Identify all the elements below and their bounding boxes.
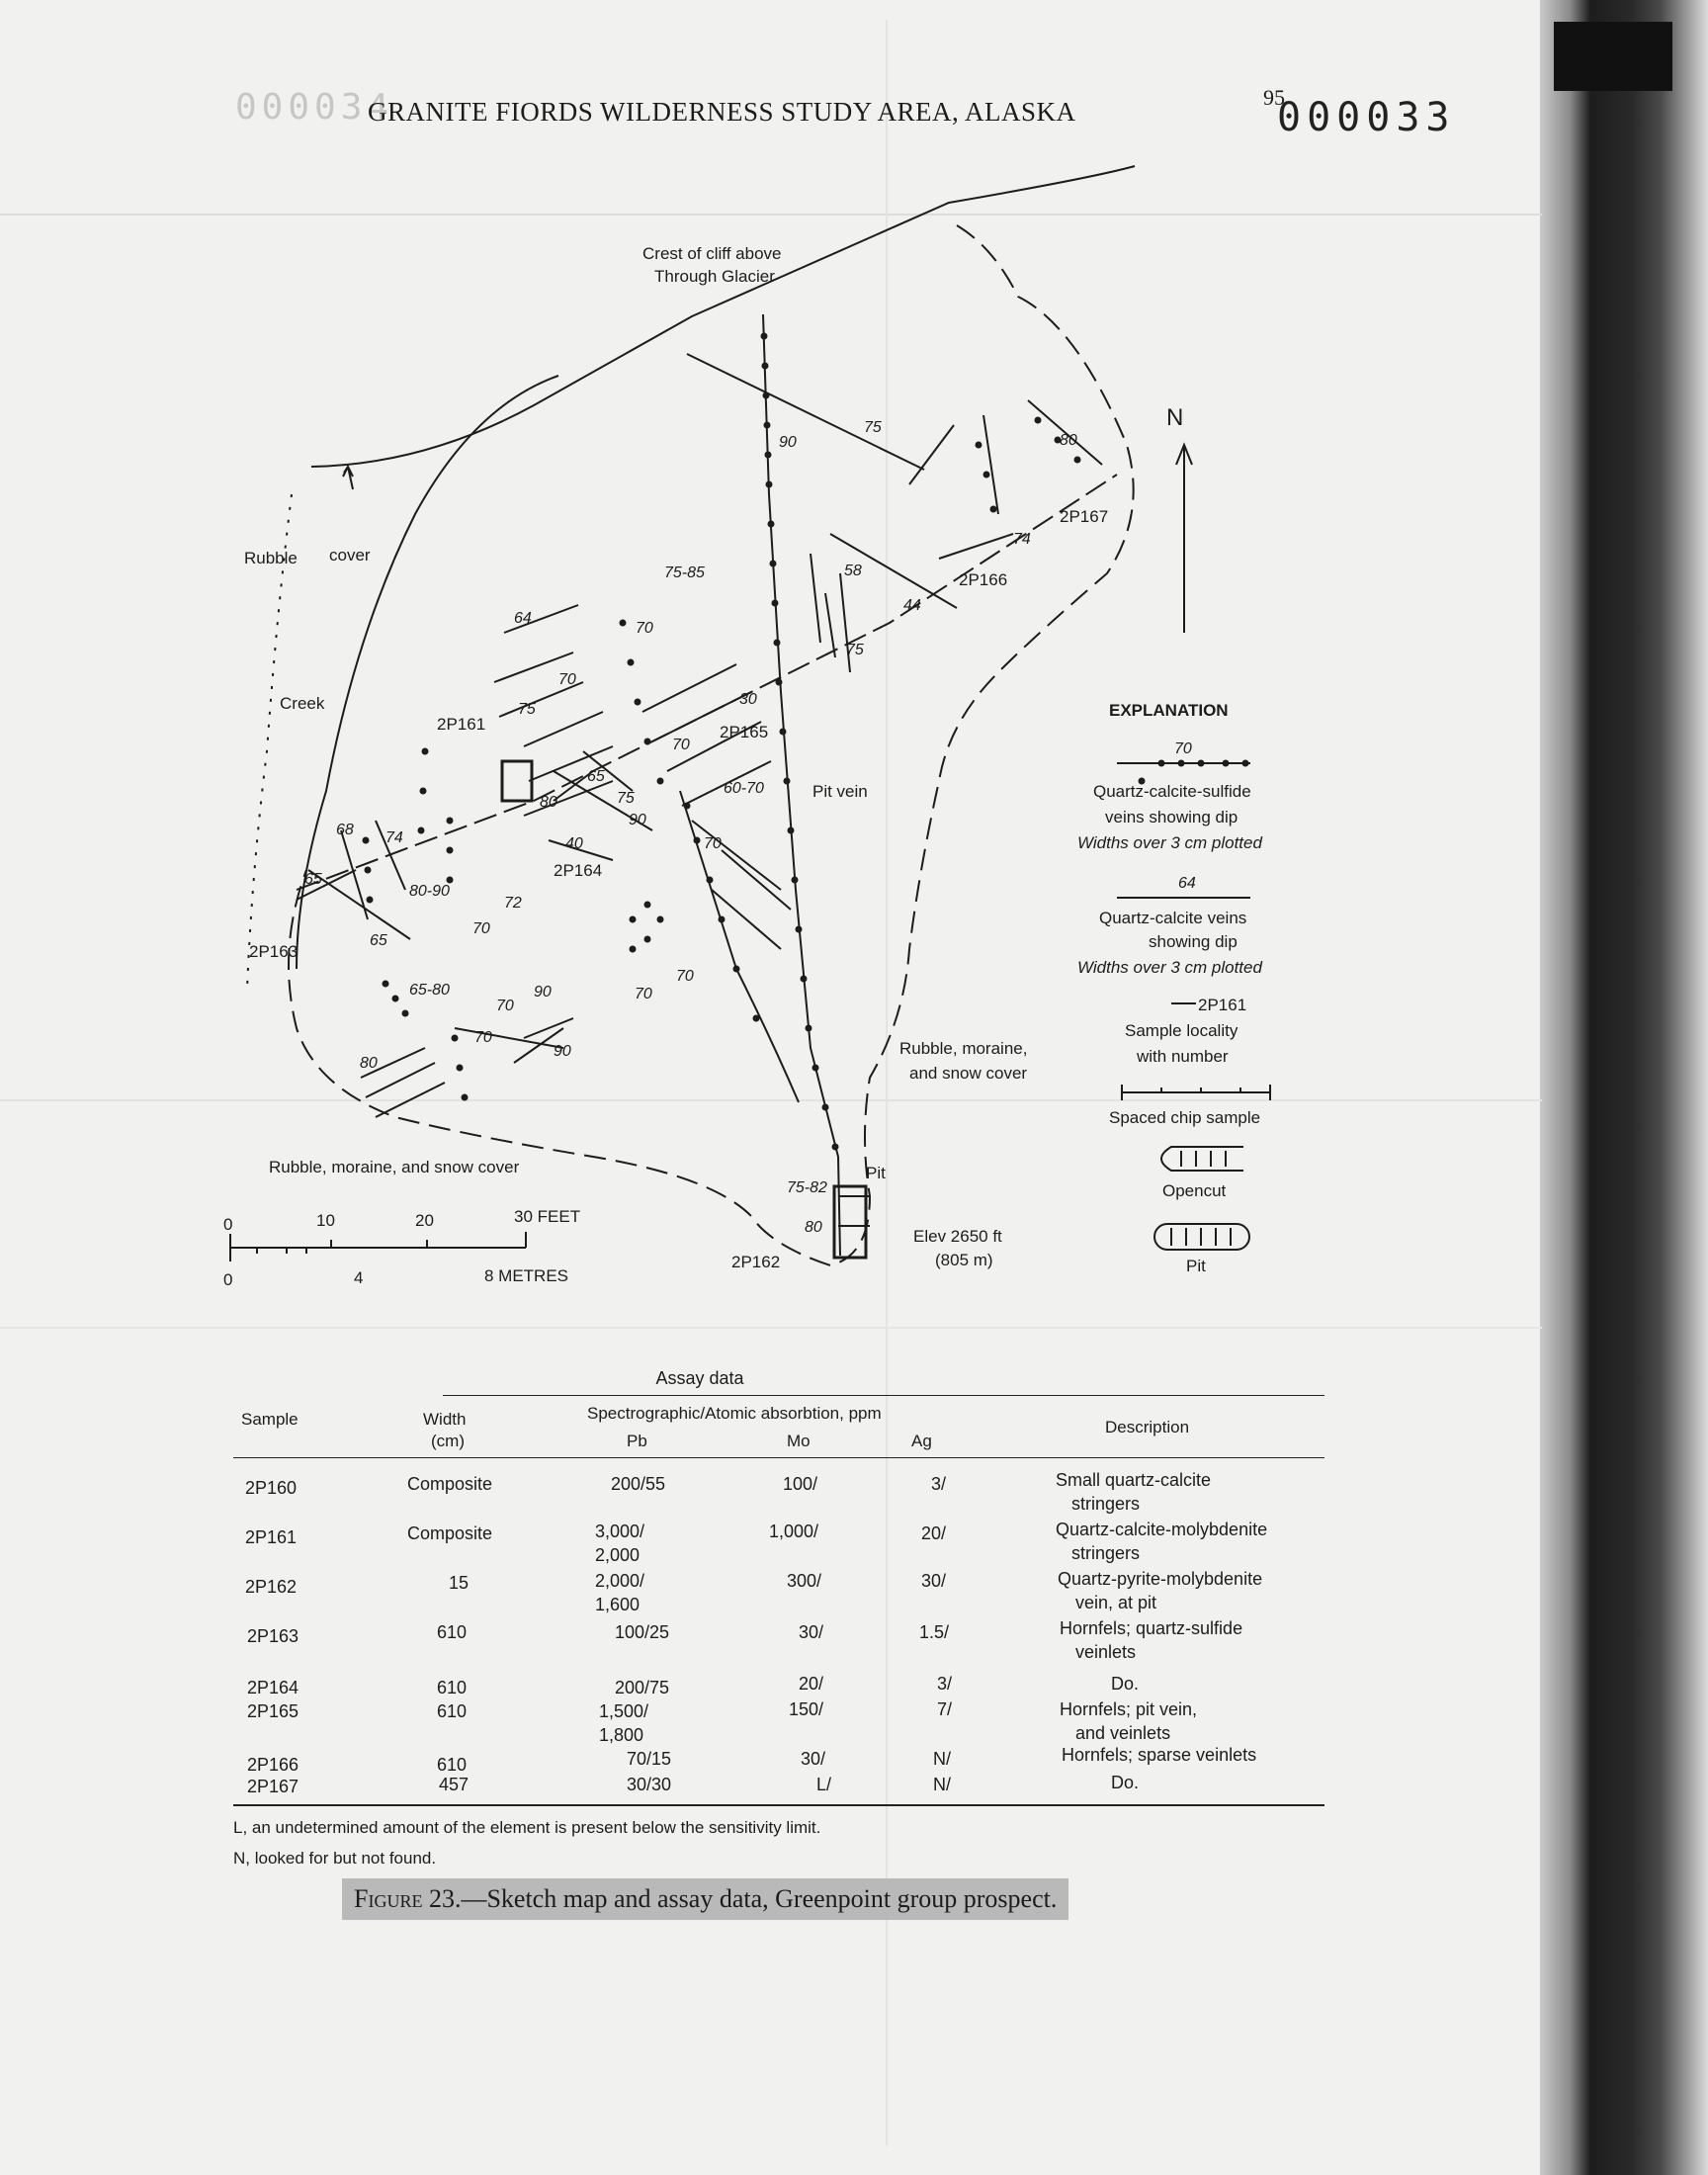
cell-sample: 2P166 bbox=[247, 1755, 299, 1775]
dip-label: 70 bbox=[558, 671, 576, 688]
legend-text: with number bbox=[1137, 1047, 1229, 1066]
legend-text: showing dip bbox=[1149, 932, 1238, 951]
cell-pb: 2,000 bbox=[595, 1545, 640, 1565]
north-label: N bbox=[1166, 404, 1184, 431]
col-width-1: Width bbox=[423, 1410, 467, 1429]
dip-label: 60-70 bbox=[724, 780, 764, 797]
label-pit: Pit bbox=[866, 1164, 886, 1182]
cell-pb: 200/75 bbox=[615, 1678, 670, 1697]
cell-pb: 1,600 bbox=[595, 1595, 640, 1614]
dip-label: 70 bbox=[496, 998, 514, 1014]
scale-feet-tick: 20 bbox=[415, 1211, 434, 1230]
footnote-l: L, an undetermined amount of the element is present below the sensitivity limit. bbox=[233, 1818, 821, 1837]
legend-sample-number: 2P161 bbox=[1198, 996, 1247, 1014]
north-arrow bbox=[1176, 445, 1192, 633]
scanner-edge-shadow bbox=[1540, 0, 1708, 2175]
dip-label: 75 bbox=[518, 701, 536, 718]
legend-text: Widths over 3 cm plotted bbox=[1077, 833, 1262, 852]
cell-ag: 20/ bbox=[921, 1523, 947, 1543]
legend-text: Quartz-calcite veins bbox=[1099, 909, 1247, 927]
faded-stamp-number: 000034 bbox=[235, 87, 394, 128]
rubble-boundary bbox=[247, 494, 292, 989]
assay-title: Assay data bbox=[655, 1368, 744, 1388]
cell-ag: 30/ bbox=[921, 1571, 947, 1591]
caption-label: Figure 23. bbox=[354, 1884, 462, 1913]
scale-metre-tick: 0 bbox=[223, 1270, 233, 1289]
sample-label: 2P163 bbox=[249, 942, 299, 961]
dip-label: 65-80 bbox=[409, 982, 450, 999]
sample-label: 2P165 bbox=[720, 723, 769, 741]
legend-dip: 64 bbox=[1178, 875, 1196, 892]
legend-text: Widths over 3 cm plotted bbox=[1077, 958, 1262, 977]
cell-description: stringers bbox=[1071, 1543, 1141, 1563]
cell-ag: 3/ bbox=[931, 1474, 947, 1494]
label-rubble-right-2: and snow cover bbox=[909, 1064, 1028, 1083]
cell-description: and veinlets bbox=[1075, 1723, 1171, 1743]
table-rule bbox=[233, 1804, 1324, 1806]
dip-label: 75-82 bbox=[787, 1179, 827, 1196]
dip-label: 74 bbox=[385, 829, 403, 846]
label-crest-1: Crest of cliff above bbox=[642, 244, 782, 263]
dip-label: 44 bbox=[903, 597, 921, 614]
sample-label: 2P167 bbox=[1060, 507, 1109, 526]
dip-label: 80 bbox=[360, 1055, 378, 1072]
dip-label: 30 bbox=[739, 691, 757, 708]
outcrop-boundary bbox=[289, 225, 1134, 1265]
cell-pb: 3,000/ bbox=[595, 1522, 645, 1541]
dip-label: 70 bbox=[676, 968, 694, 985]
cell-mo: 300/ bbox=[787, 1571, 822, 1591]
cell-description: Hornfels; sparse veinlets bbox=[1062, 1745, 1257, 1765]
label-rubble: Rubble bbox=[244, 549, 298, 567]
col-mo: Mo bbox=[787, 1432, 811, 1450]
dip-label: 90 bbox=[534, 984, 552, 1000]
cell-description: Quartz-pyrite-molybdenite bbox=[1058, 1569, 1263, 1589]
cell-pb: 1,500/ bbox=[599, 1701, 649, 1721]
cell-pb: 1,800 bbox=[599, 1725, 644, 1745]
cell-description: veinlets bbox=[1075, 1642, 1137, 1662]
cell-width: 457 bbox=[439, 1775, 470, 1794]
dip-label: 90 bbox=[629, 812, 646, 828]
col-width-2: (cm) bbox=[431, 1432, 465, 1450]
cell-pb: 200/55 bbox=[611, 1474, 666, 1494]
table-header bbox=[233, 1396, 1324, 1457]
legend-chip-line bbox=[1122, 1085, 1270, 1100]
dip-label: 90 bbox=[779, 434, 797, 451]
dip-label: 80 bbox=[1060, 432, 1077, 449]
cell-pb: 30/30 bbox=[627, 1775, 672, 1794]
cell-pb: 100/25 bbox=[615, 1622, 670, 1642]
dip-label: 75 bbox=[846, 642, 864, 658]
scale-feet-tick: 0 bbox=[223, 1215, 233, 1234]
dip-label: 75 bbox=[617, 790, 635, 807]
dip-label: 65 bbox=[370, 932, 387, 949]
sample-label: 2P166 bbox=[959, 570, 1008, 589]
cell-description: stringers bbox=[1071, 1494, 1141, 1514]
sample-label: 2P161 bbox=[437, 715, 486, 734]
legend-text: Quartz-calcite-sulfide bbox=[1093, 782, 1251, 801]
sample-label: 2P162 bbox=[731, 1253, 781, 1271]
scale-feet-tick: 10 bbox=[316, 1211, 335, 1230]
cell-mo: 100/ bbox=[783, 1474, 818, 1494]
legend-text: veins showing dip bbox=[1105, 808, 1238, 826]
cell-width: 15 bbox=[449, 1573, 470, 1593]
dip-label: 75-85 bbox=[664, 565, 705, 581]
cell-description: Hornfels; pit vein, bbox=[1060, 1699, 1198, 1719]
dip-label: 70 bbox=[474, 1029, 492, 1046]
cell-mo: 1,000/ bbox=[769, 1522, 819, 1541]
paper-fold bbox=[0, 1327, 1542, 1329]
scale-metre-tick: 4 bbox=[354, 1268, 364, 1287]
cell-description: vein, at pit bbox=[1075, 1593, 1157, 1612]
sample-label: 2P164 bbox=[554, 861, 603, 880]
cell-mo: 20/ bbox=[799, 1674, 824, 1694]
cell-width: 610 bbox=[437, 1755, 468, 1775]
legend-dip: 70 bbox=[1174, 740, 1192, 757]
cell-sample: 2P167 bbox=[247, 1777, 299, 1796]
col-description: Description bbox=[1105, 1418, 1190, 1436]
cell-ag: 1.5/ bbox=[919, 1622, 950, 1642]
label-rubble-bottom: Rubble, moraine, and snow cover bbox=[269, 1158, 520, 1176]
label-elevation-2: (805 m) bbox=[935, 1251, 993, 1269]
document-stamp-number: 000033 bbox=[1277, 95, 1456, 140]
cell-ag: N/ bbox=[933, 1749, 951, 1769]
dip-label: 90 bbox=[554, 1043, 571, 1060]
dip-label: 70 bbox=[672, 737, 690, 753]
dip-label: 80 bbox=[805, 1219, 822, 1236]
scale-feet-tick: 30 FEET bbox=[514, 1207, 581, 1226]
caption-text: —Sketch map and assay data, Greenpoint group prospect. bbox=[461, 1884, 1058, 1913]
cell-width: 610 bbox=[437, 1678, 468, 1697]
vein-dots bbox=[363, 333, 1249, 1151]
table-body bbox=[233, 1458, 1324, 1796]
cell-ag: N/ bbox=[933, 1775, 951, 1794]
opencut-symbol bbox=[502, 761, 532, 801]
label-rubble-right-1: Rubble, moraine, bbox=[899, 1039, 1028, 1058]
dip-label: 65 bbox=[304, 871, 322, 888]
label-crest-2: Through Glacier bbox=[654, 267, 775, 286]
cell-mo: 30/ bbox=[799, 1622, 824, 1642]
label-elevation-1: Elev 2650 ft bbox=[913, 1227, 1002, 1246]
cell-sample: 2P162 bbox=[245, 1577, 298, 1597]
footnote-n: N, looked for but not found. bbox=[233, 1849, 437, 1868]
cell-mo: 150/ bbox=[789, 1699, 824, 1719]
cell-sample: 2P163 bbox=[247, 1626, 299, 1646]
cell-description: Quartz-calcite-molybdenite bbox=[1056, 1520, 1268, 1539]
dip-label: 58 bbox=[844, 563, 862, 579]
cell-width: Composite bbox=[407, 1474, 493, 1494]
dip-label: 70 bbox=[472, 920, 490, 937]
running-title: GRANITE FIORDS WILDERNESS STUDY AREA, ALASKA bbox=[368, 97, 1076, 127]
dip-label: 65 bbox=[587, 768, 605, 785]
dip-label: 80 bbox=[540, 794, 557, 811]
cell-description: Do. bbox=[1111, 1674, 1140, 1694]
dip-label: 72 bbox=[504, 895, 522, 912]
cell-pb: 2,000/ bbox=[595, 1571, 645, 1591]
legend-opencut-symbol bbox=[1161, 1147, 1243, 1171]
col-ag: Ag bbox=[911, 1432, 932, 1450]
cell-width: 610 bbox=[437, 1701, 468, 1721]
cell-sample: 2P164 bbox=[247, 1678, 299, 1697]
dip-label: 70 bbox=[635, 986, 652, 1002]
legend-text: Opencut bbox=[1162, 1181, 1227, 1200]
cell-ag: 7/ bbox=[937, 1699, 953, 1719]
dip-label: 70 bbox=[636, 620, 653, 637]
label-cover: cover bbox=[329, 546, 371, 565]
cliff-crest-line bbox=[311, 166, 1135, 467]
cell-ag: 3/ bbox=[937, 1674, 953, 1694]
assay-table bbox=[233, 1368, 1324, 1873]
cell-mo: L/ bbox=[816, 1775, 832, 1794]
figure-caption bbox=[342, 1878, 1068, 1920]
scanner-edge-dark-corner bbox=[1554, 22, 1672, 91]
dip-label: 75 bbox=[864, 419, 882, 436]
cell-description: Hornfels; quartz-sulfide bbox=[1060, 1618, 1243, 1638]
col-sample: Sample bbox=[241, 1410, 299, 1429]
dip-label: 80-90 bbox=[409, 883, 450, 900]
cell-width: 610 bbox=[437, 1622, 468, 1642]
dip-label: 68 bbox=[336, 822, 354, 838]
cell-sample: 2P161 bbox=[245, 1527, 298, 1547]
dip-label: 74 bbox=[1013, 531, 1031, 548]
dip-label: 70 bbox=[704, 835, 722, 852]
dip-label: 40 bbox=[565, 835, 583, 852]
legend-text: Sample locality bbox=[1125, 1021, 1238, 1040]
legend-title: EXPLANATION bbox=[1109, 701, 1229, 720]
scale-metre-tick: 8 METRES bbox=[484, 1266, 569, 1285]
cell-description: Do. bbox=[1111, 1773, 1140, 1792]
col-group: Spectrographic/Atomic absorbtion, ppm bbox=[587, 1404, 882, 1423]
page-number: 95 bbox=[1263, 85, 1285, 110]
cell-description: Small quartz-calcite bbox=[1056, 1470, 1212, 1490]
label-pit-vein: Pit vein bbox=[812, 782, 868, 801]
cell-sample: 2P165 bbox=[247, 1701, 299, 1721]
col-pb: Pb bbox=[627, 1432, 647, 1450]
cell-pb: 70/15 bbox=[627, 1749, 672, 1769]
scale-bar bbox=[230, 1232, 526, 1262]
dip-label: 64 bbox=[514, 610, 532, 627]
legend-text: Spaced chip sample bbox=[1109, 1108, 1261, 1127]
label-creek: Creek bbox=[280, 694, 325, 713]
cell-mo: 30/ bbox=[801, 1749, 826, 1769]
cell-sample: 2P160 bbox=[245, 1478, 298, 1498]
cell-width: Composite bbox=[407, 1523, 493, 1543]
legend-text: Pit bbox=[1186, 1257, 1206, 1275]
